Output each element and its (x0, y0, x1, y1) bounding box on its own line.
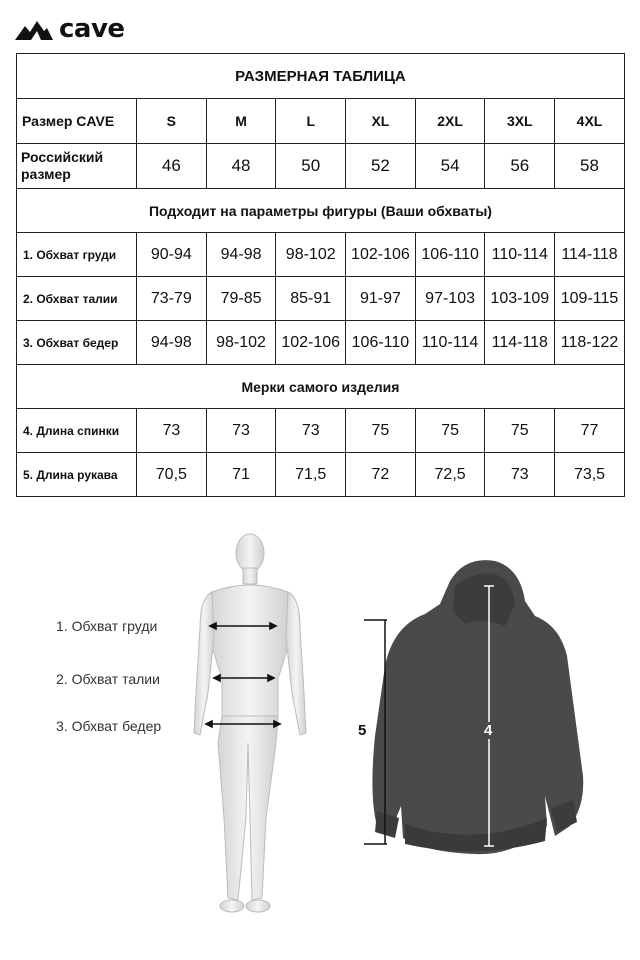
sleeve-length-marker: 5 (358, 722, 367, 739)
table-title-row (17, 54, 625, 99)
table-cell: 98-102 (206, 321, 276, 365)
table-cell: 98-102 (276, 233, 346, 277)
sleeve-length-row (17, 453, 625, 497)
hips-row (17, 321, 625, 365)
table-cell: 77 (555, 409, 625, 453)
header-row (17, 99, 625, 144)
size-cell: M (206, 99, 276, 144)
table-cell: 72 (346, 453, 416, 497)
table-cell: 102-106 (346, 233, 416, 277)
table-cell: 114-118 (555, 233, 625, 277)
table-cell: 75 (485, 409, 555, 453)
table-cell: 72,5 (415, 453, 485, 497)
waist-label: 2. Обхват талии (17, 277, 137, 321)
header-label: Размер CAVE (17, 99, 137, 144)
table-cell: 71 (206, 453, 276, 497)
table-cell: 94-98 (137, 321, 207, 365)
waist-measure-label: 2. Обхват талии (56, 671, 160, 687)
table-cell: 73 (137, 409, 207, 453)
section-body-title: Подходит на параметры фигуры (Ваши обхваты) (17, 189, 625, 233)
brand-logo (15, 14, 125, 44)
table-cell: 109-115 (555, 277, 625, 321)
size-cell: XL (346, 99, 416, 144)
table-cell: 73,5 (555, 453, 625, 497)
size-cell: 2XL (415, 99, 485, 144)
table-cell: 73 (276, 409, 346, 453)
table-cell: 90-94 (137, 233, 207, 277)
back-length-row (17, 409, 625, 453)
back-length-marker: 4 (484, 722, 493, 739)
table-cell: 91-97 (346, 277, 416, 321)
table-cell: 110-114 (415, 321, 485, 365)
size-table (16, 53, 625, 497)
table-cell: 54 (415, 144, 485, 189)
size-cell: L (276, 99, 346, 144)
sleeve-length-label: 5. Длина рукава (17, 453, 137, 497)
mannequin-icon (190, 528, 310, 918)
table-cell: 46 (137, 144, 207, 189)
table-cell: 85-91 (276, 277, 346, 321)
hoodie-icon (355, 556, 595, 856)
table-cell: 48 (206, 144, 276, 189)
table-cell: 103-109 (485, 277, 555, 321)
table-cell: 71,5 (276, 453, 346, 497)
chest-measure-label: 1. Обхват груди (56, 618, 158, 634)
russian-size-label: Российский размер (17, 144, 137, 189)
hoodie-figure (355, 556, 595, 856)
chest-label: 1. Обхват груди (17, 233, 137, 277)
table-cell: 110-114 (485, 233, 555, 277)
hips-measure-label: 3. Обхват бедер (56, 718, 162, 734)
table-cell: 75 (346, 409, 416, 453)
table-cell: 79-85 (206, 277, 276, 321)
section-body-row (17, 189, 625, 233)
table-cell: 106-110 (415, 233, 485, 277)
brand-name: cave (59, 14, 125, 44)
table-cell: 70,5 (137, 453, 207, 497)
table-cell: 106-110 (346, 321, 416, 365)
table-cell: 50 (276, 144, 346, 189)
table-cell: 94-98 (206, 233, 276, 277)
hips-label: 3. Обхват бедер (17, 321, 137, 365)
section-item-title: Мерки самого изделия (17, 365, 625, 409)
body-figure (190, 528, 310, 918)
table-cell: 118-122 (555, 321, 625, 365)
table-cell: 52 (346, 144, 416, 189)
table-cell: 114-118 (485, 321, 555, 365)
table-cell: 73-79 (137, 277, 207, 321)
table-cell: 102-106 (276, 321, 346, 365)
back-length-label: 4. Длина спинки (17, 409, 137, 453)
size-cell: 4XL (555, 99, 625, 144)
waist-row (17, 277, 625, 321)
table-cell: 73 (485, 453, 555, 497)
size-cell: 3XL (485, 99, 555, 144)
table-cell: 73 (206, 409, 276, 453)
mountain-logo-icon (15, 18, 53, 40)
table-cell: 58 (555, 144, 625, 189)
chest-row (17, 233, 625, 277)
table-cell: 56 (485, 144, 555, 189)
table-cell: 75 (415, 409, 485, 453)
table-cell: 97-103 (415, 277, 485, 321)
section-item-row (17, 365, 625, 409)
russian-size-row (17, 144, 625, 189)
table-title: РАЗМЕРНАЯ ТАБЛИЦА (17, 54, 625, 99)
size-cell: S (137, 99, 207, 144)
